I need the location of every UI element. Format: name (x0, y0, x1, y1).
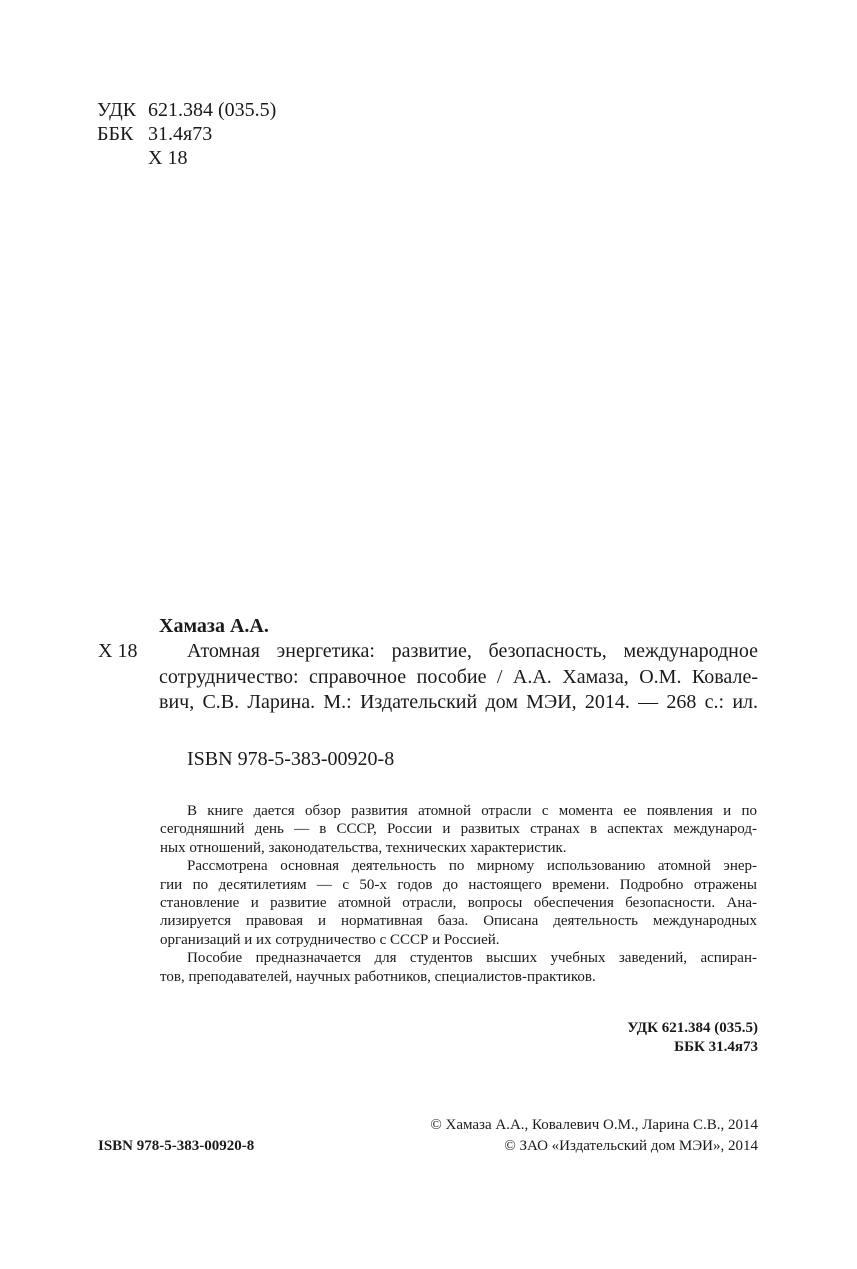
title-line: сотрудничество: справочное пособие / А.А. Хамаза, О.М. Ковале- (159, 665, 758, 688)
title-line: Атомная энергетика: развитие, безопасность, международное (187, 640, 758, 662)
copyright-block (430, 1115, 758, 1157)
abstract-line: лизируется правовая и нормативная база. Описана деятельность международных (160, 913, 757, 930)
footer-codes (627, 1019, 758, 1057)
title-line: вич, С.В. Ларина. М.: Издательский дом МЭИ, 2014. — 268 с.: ил. (159, 691, 758, 713)
bbk-value: 31.4я73 (148, 123, 213, 145)
copyright-publisher: © ЗАО «Издательский дом МЭИ», 2014 (504, 1138, 758, 1154)
marginal-author-mark: Х 18 (98, 640, 138, 662)
bibliographic-description (159, 639, 758, 716)
udk-label: УДК (97, 99, 137, 121)
footer-udk: УДК 621.384 (035.5) (627, 1020, 758, 1036)
abstract-line: организаций и их сотрудничество с СССР и Россией. (160, 931, 500, 948)
isbn-footer: ISBN 978-5-383-00920-8 (98, 1138, 255, 1154)
footer-bbk: ББК 31.4я73 (674, 1039, 758, 1055)
isbn-record: ISBN 978-5-383-00920-8 (187, 748, 395, 770)
abstract-line: Пособие предназначается для студентов высших учебных заведений, аспиран- (187, 950, 757, 967)
bbk-line (0, 122, 400, 146)
bbk-label: ББК (97, 123, 134, 145)
abstract-line: ных отношений, законодательства, технических характеристик. (160, 839, 567, 856)
author-mark: Х 18 (148, 147, 188, 169)
abstract-line: Рассмотрена основная деятельность по мирному использованию атомной энер- (187, 858, 757, 875)
abstract-line: становление и развитие атомной отрасли, вопросы обеспечения безопасности. Ана- (160, 895, 757, 912)
abstract-line: В книге дается обзор развития атомной отрасли с момента ее появления и по (187, 803, 757, 819)
copyright-authors: © Хамаза А.А., Ковалевич О.М., Ларина С.В., 2014 (430, 1117, 758, 1133)
abstract (160, 802, 757, 986)
abstract-line: гии по десятилетиям — с 50-х годов до настоящего времени. Подробно отражены (160, 876, 757, 893)
udk-value: 621.384 (035.5) (148, 99, 277, 121)
author-mark-line (0, 146, 400, 170)
abstract-line: тов, преподавателей, научных работников, специалистов-практиков. (160, 968, 596, 985)
abstract-line: сегодняшний день — в СССР, России и развитых странах в аспектах международ- (160, 821, 757, 838)
udk-line (0, 98, 400, 122)
author-name: Хамаза А.А. (159, 615, 269, 637)
